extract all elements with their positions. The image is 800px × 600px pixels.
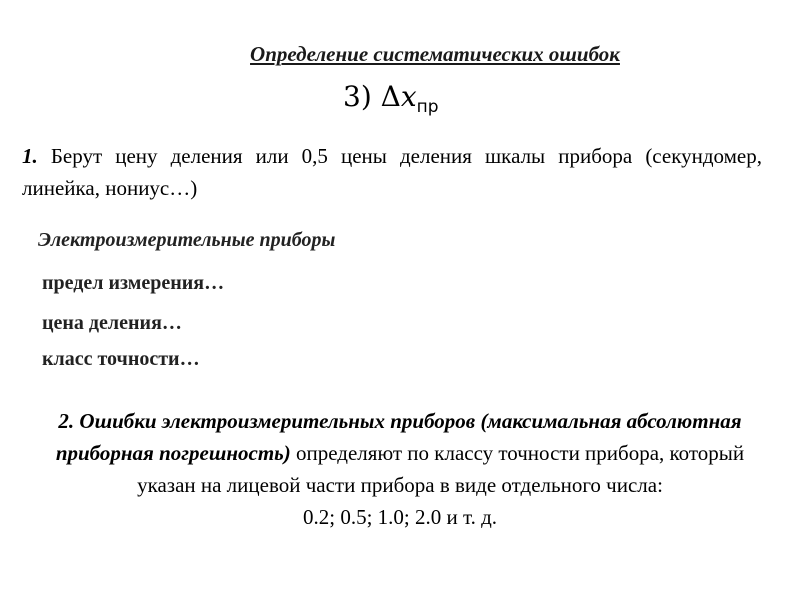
electro-heading: Электроизмерительные приборы	[38, 229, 336, 251]
point-2-emphasis: 2. Ошибки электроизмерительных приборов (максимальная абсолютная приборная погрешность)	[55, 409, 742, 465]
point-1-number: 1.	[22, 144, 38, 168]
point-2-values: 0.2; 0.5; 1.0; 2.0 и т. д.	[302, 505, 498, 529]
paragraph-point-2	[25, 405, 775, 533]
formula	[343, 80, 439, 117]
formula-subscript: пр	[416, 97, 439, 117]
electro-item-accuracy-class: класс точности…	[42, 348, 200, 370]
point-1-text: Берут цену деления или 0,5 цены деления шкалы прибора (секундомер, линейка, нониус…)	[22, 144, 762, 200]
electro-item-range: предел измерения…	[42, 272, 225, 294]
formula-prefix: 3) Δ	[343, 80, 401, 113]
electro-item-division: цена деления…	[42, 312, 182, 334]
point-2-text: определяют по классу точности прибора, который указан на лицевой части прибора в виде отдельного числа:	[137, 441, 745, 497]
formula-variable: x	[400, 80, 417, 113]
paragraph-point-1	[22, 140, 762, 204]
page-title: Определение систематических ошибок	[250, 42, 620, 66]
